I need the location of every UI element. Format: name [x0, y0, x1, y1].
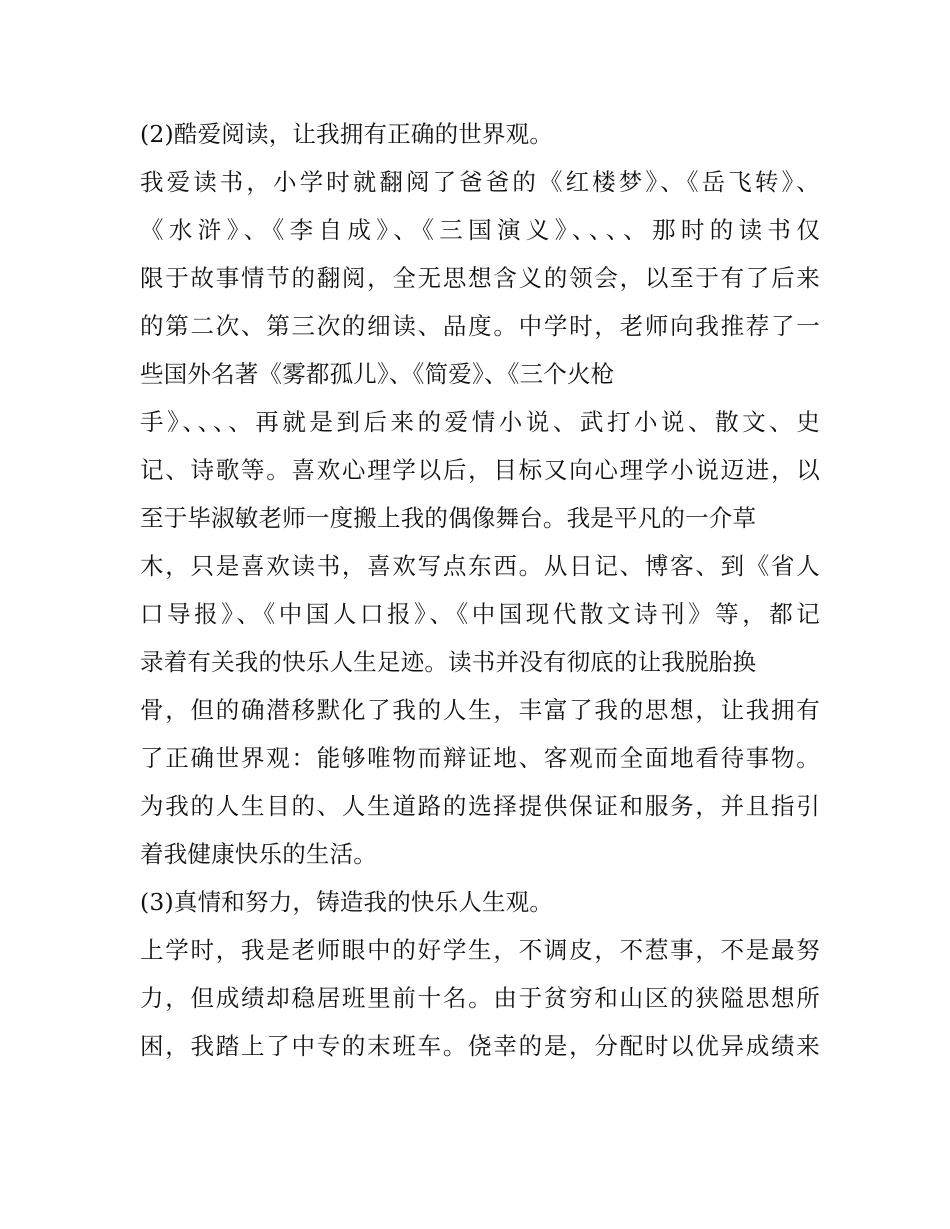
section-heading-2: (2)酷爱阅读，让我拥有正确的世界观。	[140, 120, 554, 148]
body-text	[140, 110, 820, 1070]
text-line: 录着有关我的快乐人生足迹。读书并没有彻底的让我脱胎换	[140, 648, 757, 676]
text-line: 手》、、、、再就是到后来的爱情小说、武打小说、散文、史	[140, 408, 820, 436]
text-line: 上学时，我是老师眼中的好学生，不调皮，不惹事，不是最努	[140, 936, 820, 964]
text-line: 至于毕淑敏老师一度搬上我的偶像舞台。我是平凡的一介草	[140, 504, 757, 532]
text-line: 了正确世界观：能够唯物而辩证地、客观而全面地看待事物。	[140, 744, 820, 772]
text-line: 记、诗歌等。喜欢心理学以后，目标又向心理学小说迈进，以	[140, 456, 820, 484]
section-heading-3: (3)真情和努力，铸造我的快乐人生观。	[140, 888, 554, 916]
text-line: 骨，但的确潜移默化了我的人生，丰富了我的思想，让我拥有	[140, 696, 820, 724]
text-line: 为我的人生目的、人生道路的选择提供保证和服务，并且指引	[140, 792, 820, 820]
text-line: 木，只是喜欢读书，喜欢写点东西。从日记、博客、到《省人	[140, 552, 820, 580]
text-line: 限于故事情节的翻阅，全无思想含义的领会，以至于有了后来	[140, 264, 820, 292]
text-line: 口导报》、《中国人口报》、《中国现代散文诗刊》等，都记	[140, 600, 820, 628]
text-line: 《水浒》、《李自成》、《三国演义》、、、、那时的读书仅	[140, 216, 820, 244]
text-line: 着我健康快乐的生活。	[140, 840, 377, 868]
text-line: 的第二次、第三次的细读、品度。中学时，老师向我推荐了一	[140, 312, 820, 340]
text-line: 些国外名著《雾都孤儿》、《简爱》、《三个火枪	[140, 360, 615, 388]
text-line: 我爱读书，小学时就翻阅了爸爸的《红楼梦》、《岳飞转》、	[140, 168, 820, 196]
text-line: 力，但成绩却稳居班里前十名。由于贫穷和山区的狭隘思想所	[140, 984, 820, 1012]
text-line: 困，我踏上了中专的末班车。侥幸的是，分配时以优异成绩来	[140, 1032, 820, 1060]
